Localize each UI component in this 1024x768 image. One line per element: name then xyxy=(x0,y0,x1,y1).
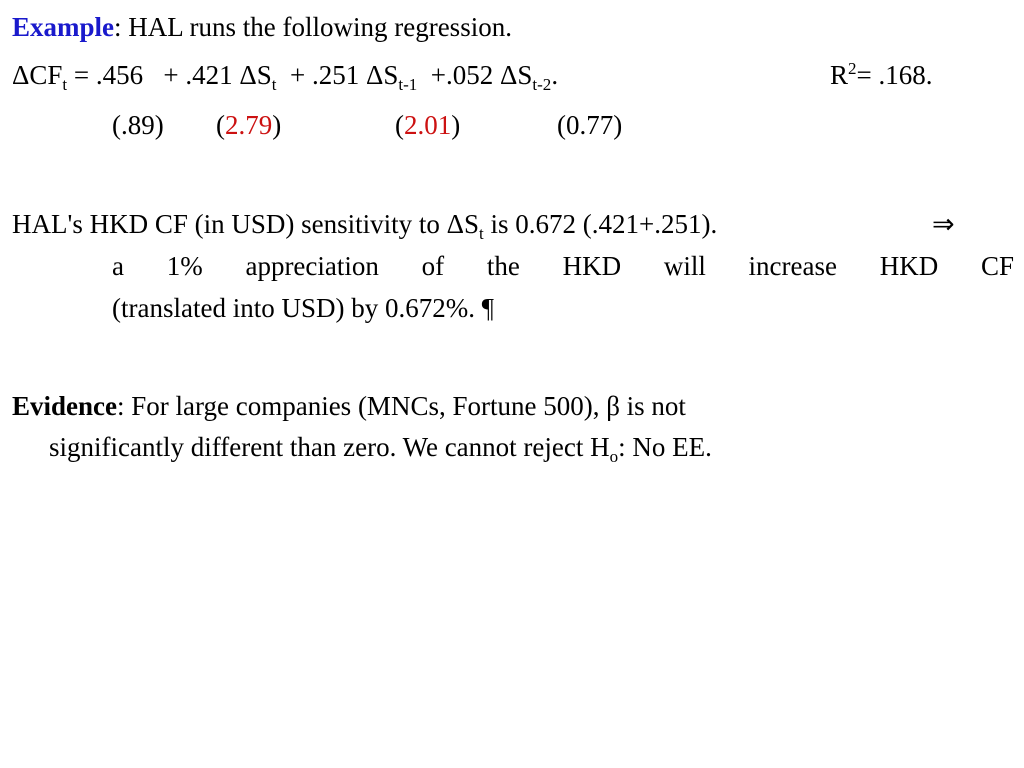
t-stat-1: (.89) xyxy=(112,110,164,140)
equation-period: . xyxy=(551,60,559,90)
paren-open: ( xyxy=(395,110,404,140)
lhs-variable: CF xyxy=(29,60,63,90)
implies-arrow: ⇒ xyxy=(932,209,955,239)
spot-variable: S xyxy=(256,60,272,90)
spot-variable: S xyxy=(464,209,480,239)
lhs-subscript: t xyxy=(62,75,68,94)
t-stat-3-value: 2.01 xyxy=(404,110,452,140)
evidence-line-2 xyxy=(49,432,712,466)
sensitivity-text: HAL's HKD CF (in USD) sensitivity to xyxy=(12,209,447,239)
h-null-subscript: o xyxy=(609,447,619,466)
paren-close: ) xyxy=(451,110,461,140)
spot-lag2-subscript: t-2 xyxy=(532,75,552,94)
t-stat-2 xyxy=(216,112,281,139)
t-stat-3 xyxy=(395,112,460,139)
spot-subscript: t xyxy=(271,75,277,94)
equation-intercept-term: = .456 + .421 xyxy=(67,60,240,90)
evidence-line-1 xyxy=(12,393,686,420)
example-intro: : HAL runs the following regression. xyxy=(114,12,512,42)
example-label: Example xyxy=(12,12,115,42)
spot-lag1-subscript: t-1 xyxy=(398,75,418,94)
r-squared xyxy=(830,59,933,90)
paren-close: ) xyxy=(272,110,282,140)
sensitivity-value: is 0.672 (.421+.251). xyxy=(483,209,718,239)
sensitivity-line-3: (translated into USD) by 0.672%. ¶ xyxy=(112,293,494,323)
third-coefficient: +.052 xyxy=(417,60,501,90)
r-squared-superscript: 2 xyxy=(848,59,857,78)
second-coefficient: + .251 xyxy=(276,60,366,90)
paren-open: ( xyxy=(216,110,225,140)
evidence-conclusion: : No EE. xyxy=(618,432,712,462)
evidence-label: Evidence xyxy=(12,391,117,421)
r-squared-label: R xyxy=(830,60,849,90)
spot-variable: S xyxy=(517,60,533,90)
delta-symbol: Δ xyxy=(239,60,257,90)
spot-subscript: t xyxy=(479,224,484,243)
t-stat-4: (0.77) xyxy=(557,110,623,140)
delta-symbol: Δ xyxy=(365,60,384,90)
evidence-text: : For large companies (MNCs, Fortune 500), β is not xyxy=(117,391,686,421)
regression-equation xyxy=(12,60,559,94)
t-stat-2-value: 2.79 xyxy=(225,110,273,140)
delta-symbol: Δ xyxy=(12,60,30,90)
evidence-text-2: significantly different than zero. We cannot reject H xyxy=(49,432,610,462)
sensitivity-line-1 xyxy=(12,209,718,243)
spot-variable: S xyxy=(383,60,399,90)
sensitivity-line-2: a 1% appreciation of the HKD will increase HKD CF xyxy=(112,251,1014,281)
example-line xyxy=(12,14,512,41)
r-squared-value: = .168. xyxy=(856,60,933,90)
delta-symbol: Δ xyxy=(500,60,518,90)
delta-symbol: Δ xyxy=(446,209,465,239)
